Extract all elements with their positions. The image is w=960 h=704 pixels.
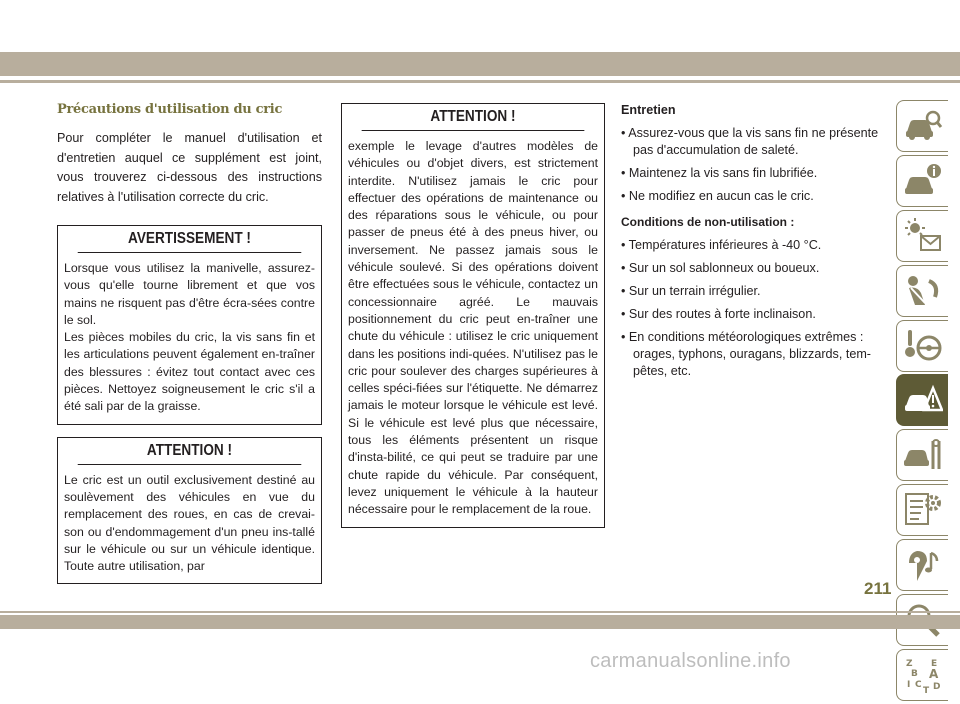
tab-starting-driving[interactable] (896, 320, 948, 372)
index-letter: A (928, 666, 938, 681)
tab-vehicle-overview[interactable] (896, 100, 948, 152)
car-info-icon (903, 161, 943, 201)
tab-warning-lights[interactable] (896, 210, 948, 262)
warning-heading: AVERTISSEMENT ! (78, 226, 302, 253)
section-title: Précautions d'utilisation du cric (57, 102, 283, 117)
car-service-tools-icon (903, 435, 943, 475)
warning-box (57, 225, 322, 425)
right-column (621, 103, 893, 386)
attention-box-continued (341, 103, 605, 528)
attention-heading-left: ATTENTION ! (78, 438, 302, 465)
attention-text-middle: exemple le levage d'autres modèles de véhicules ou d'objet divers, est strictement interdite. N'utilisez jamais le cric pour effectuer des opérations de maintenance ou des réparations sous le véhicule, ou pour passer de pneus été à des pneus hiver, ou inversement. Ne passez jamais sous le véhicule soulevé. Si des opérations doivent être effectuées sous le véhicule, contactez un concessionnaire agréé. Le mauvais positionnement du cric peut en-traîner une chute du véhicule : utilisez le cric uniquement dans les positions indi-quées. N'utilisez pas le cric pour soulever des charges supérieures à celles spéci-fiées sur l'étiquette. Ne démarrez jamais le moteur lorsque le véhicule est levé. Si le véhicule est levé plus que nécessaire, tous les éléments présentent un risque d'insta-bilité, ce qui peut se traduire par une chute rapide du véhicule. Par conséquent, levez uniquement le véhicule à la hauteur nécessaire pour le remplacement de la roue. (348, 139, 598, 517)
condition-item: • Sur un sol sablonneux ou boueux. (621, 261, 820, 275)
index-letter: I (906, 679, 910, 690)
tab-alphabetical-index[interactable] (896, 649, 948, 701)
index-letter: C (914, 679, 922, 690)
condition-item: • Sur un terrain irrégulier. (621, 284, 761, 298)
warning-light-message-icon (903, 216, 943, 256)
tab-safety[interactable] (896, 265, 948, 317)
conditions-title: Conditions de non-utilisation : (621, 215, 795, 229)
chapter-tabs (893, 100, 960, 704)
page-number: 211 (864, 579, 892, 598)
condition-item: • En conditions météorologiques extrêmes : orages, typhons, ouragans, blizzards, tem-pêtes, etc. (621, 330, 872, 378)
index-letter: T (922, 685, 929, 695)
tab-emergency[interactable] (896, 374, 948, 426)
middle-column (341, 103, 605, 528)
alphabetical-index-icon (903, 655, 943, 695)
roadside-emergency-icon (903, 380, 943, 420)
tab-servicing[interactable] (896, 429, 948, 481)
warning-text: Lorsque vous utilisez la manivelle, assurez-vous qu'elle tourne librement et que vos mains ne risquent pas d'être écra-sées contre le sol. Les pièces mobiles du cric, la vis sans fin et les articulations peuvent également en-traîner des blessures : évitez tout contact avec ces pièces. Nettoyez soigneusement le cric s'il a été sali par de la graisse. (64, 261, 315, 414)
watermark-text: carmanualsonline.info (590, 650, 791, 672)
index-letter: D (932, 681, 940, 692)
index-letter: E (930, 658, 937, 669)
attention-box-left (57, 437, 322, 585)
maintenance-item: • Ne modifiez en aucun cas le cric. (621, 189, 814, 203)
tab-multimedia[interactable] (896, 539, 948, 591)
intro-paragraph: Pour compléter le manuel d'utilisation et d'entretien auquel ce supplément est joint, vous trouverez ci-dessous des instructions relatives à l'utilisation correcte du cric. (57, 131, 322, 204)
footer-band (0, 615, 960, 629)
condition-item: • Températures inférieures à -40 °C. (621, 238, 822, 252)
airbag-seatbelt-icon (903, 271, 943, 311)
maintenance-item: • Assurez-vous que la vis sans fin ne présente pas d'accumulation de saleté. (621, 126, 879, 157)
multimedia-music-icon (903, 545, 943, 585)
steering-wheel-key-icon (903, 326, 943, 366)
tab-specifications[interactable] (896, 484, 948, 536)
attention-text-left: Le cric est un outil exclusivement destiné au soulèvement des véhicules en vue du remplacement des roues, en cas de crevai-son ou d'endommagement d'un pneu ins-tallé sur le véhicule ou sur un véhicule identique. Toute autre utilisation, par (64, 472, 315, 574)
specifications-gear-icon (903, 490, 943, 530)
maintenance-title: Entretien (621, 103, 676, 117)
car-search-icon (903, 106, 943, 146)
left-column (57, 102, 322, 584)
attention-heading-middle: ATTENTION ! (362, 104, 585, 131)
index-letter: B (910, 668, 918, 679)
maintenance-item: • Maintenez la vis sans fin lubrifiée. (621, 166, 818, 180)
header-rule (0, 80, 960, 83)
condition-item: • Sur des routes à forte inclinaison. (621, 307, 816, 321)
header-band (0, 52, 960, 76)
index-letter: Z (905, 658, 913, 669)
tab-vehicle-info[interactable] (896, 155, 948, 207)
footer-rule (0, 611, 960, 613)
